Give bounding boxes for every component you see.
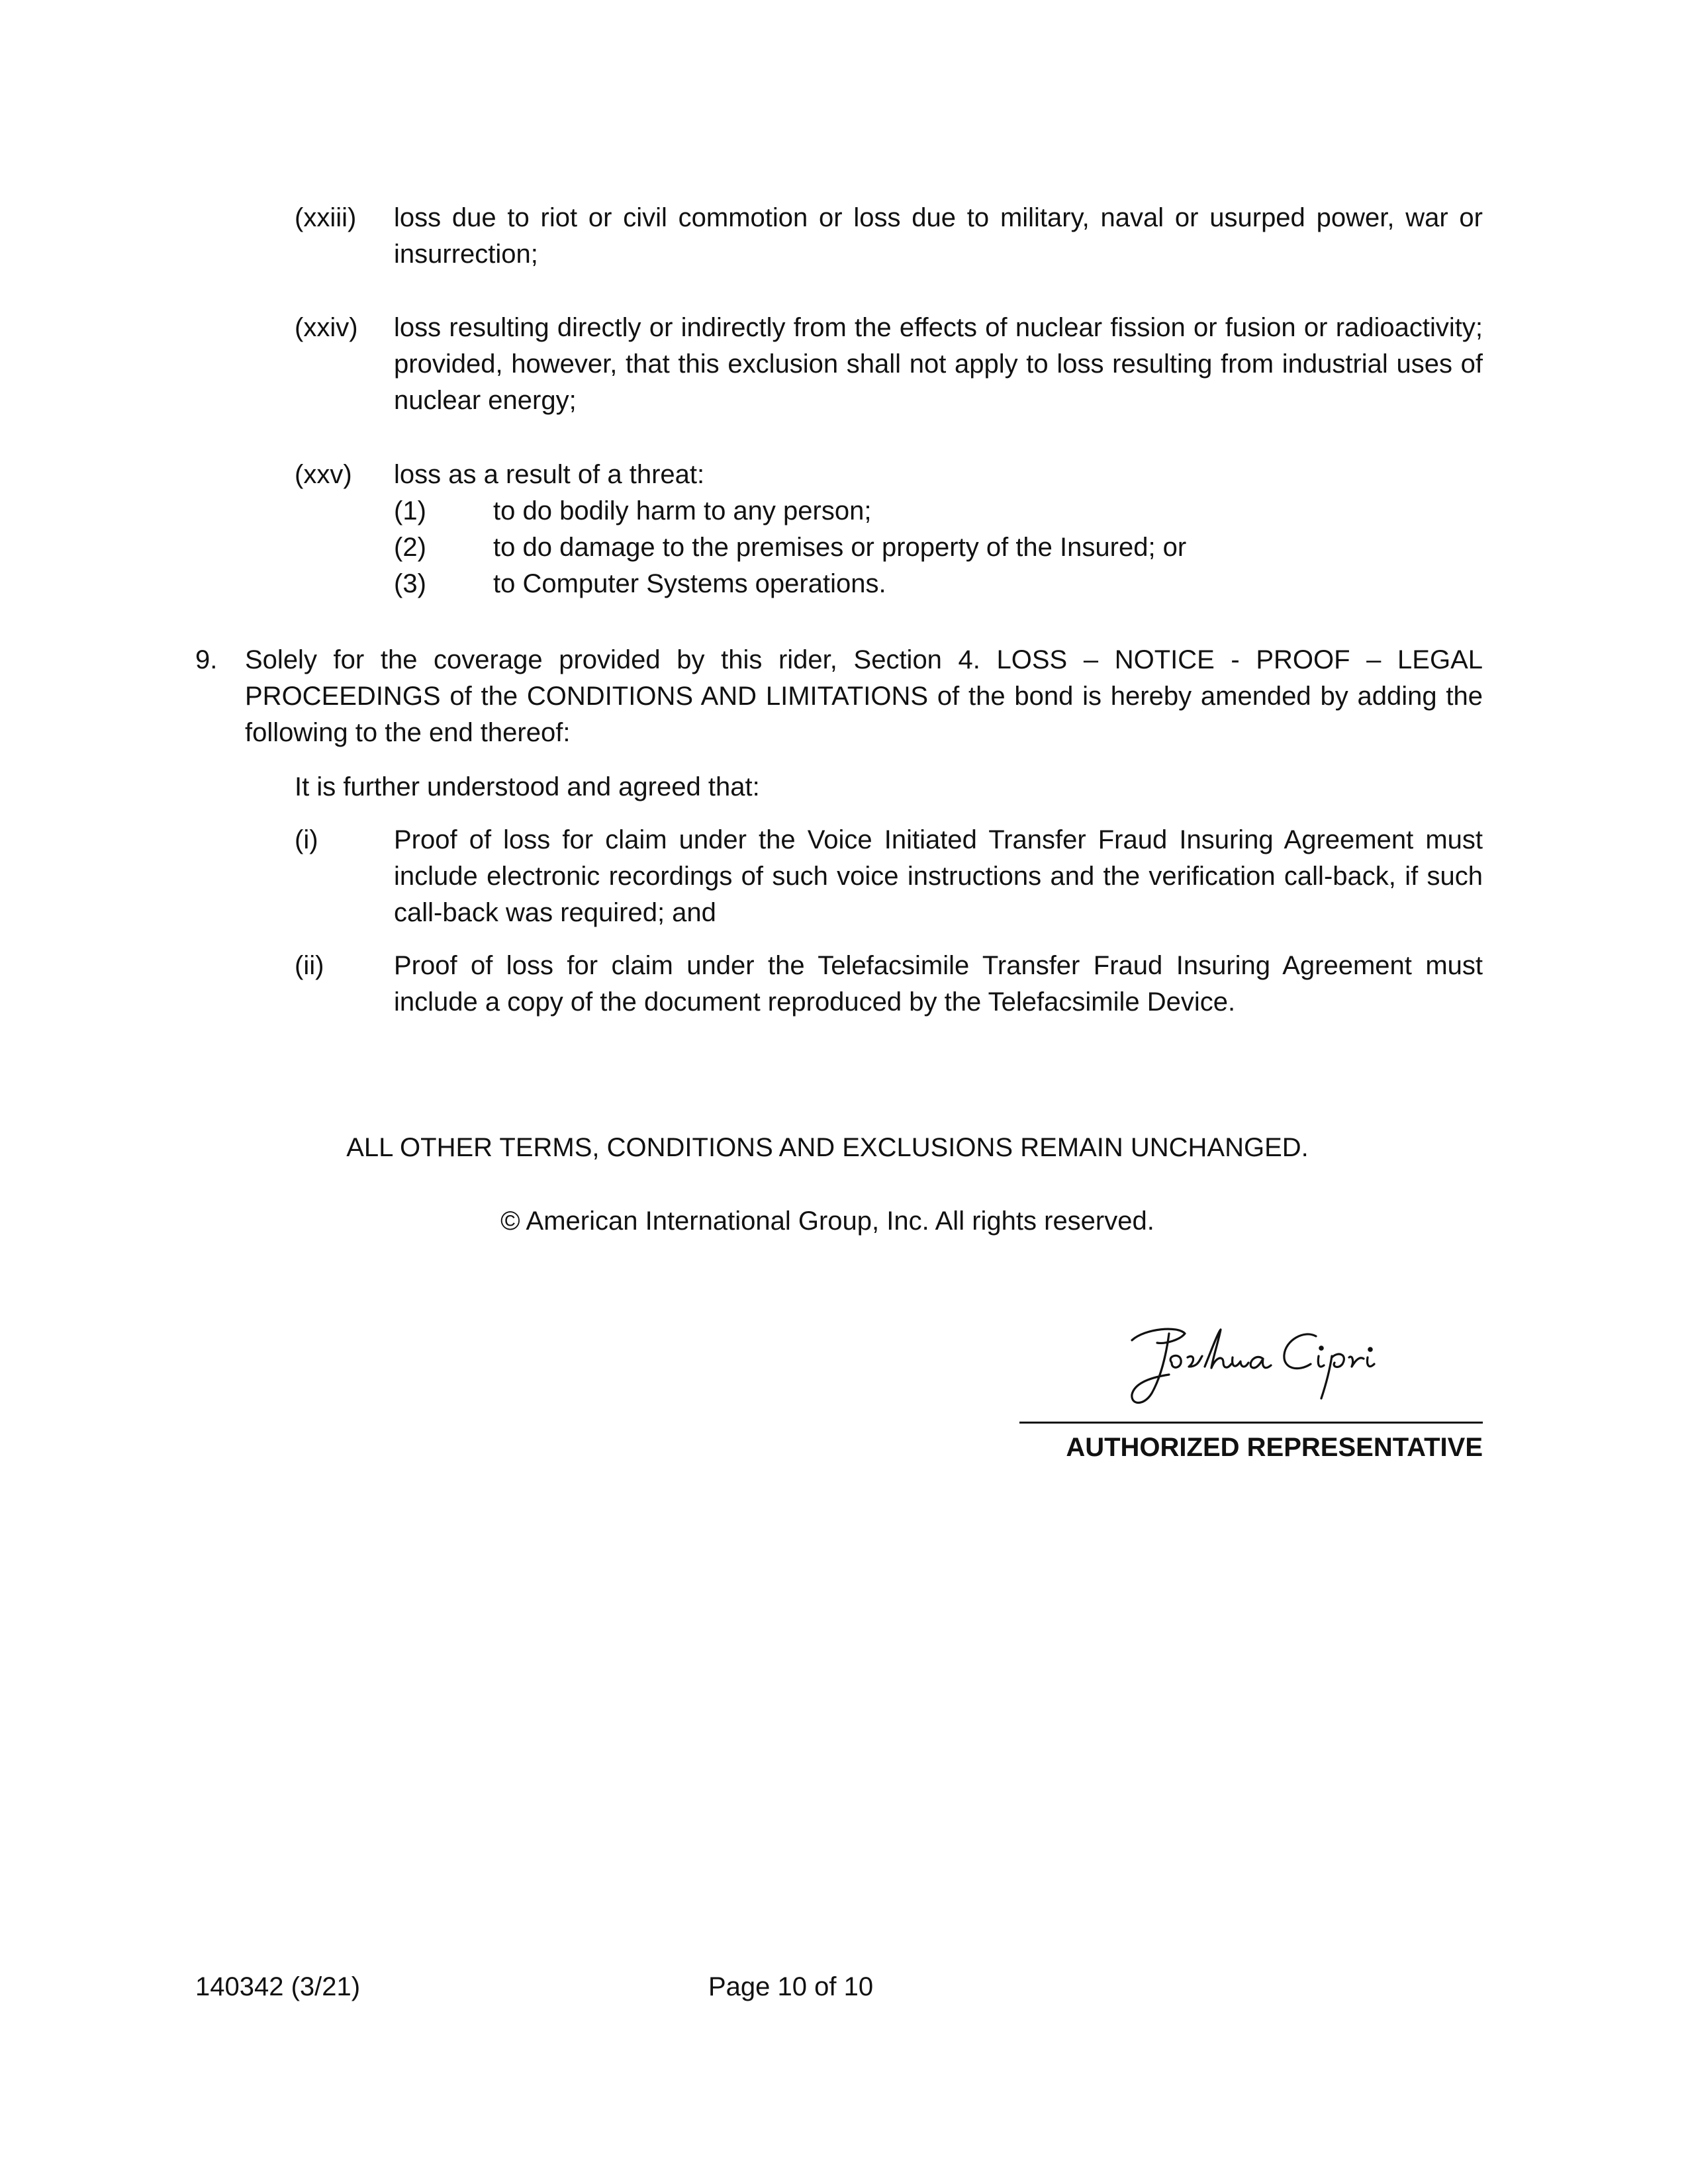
subitem-text: to Computer Systems operations. (493, 569, 886, 598)
subitem-number: (i) (295, 825, 318, 854)
subitem-number: (ii) (295, 951, 324, 980)
copyright-notice: © American International Group, Inc. All rights reserved. (500, 1206, 1154, 1236)
item-number: (xxv) (295, 460, 352, 489)
form-number: 140342 (3/21) (195, 1972, 361, 2001)
subitem-number: (1) (394, 496, 426, 525)
signature-image (1105, 1314, 1397, 1413)
subitem-text: to do bodily harm to any person; (493, 496, 872, 525)
closing-statement: ALL OTHER TERMS, CONDITIONS AND EXCLUSIONS REMAIN UNCHANGED. (346, 1133, 1309, 1162)
subitem-number: (2) (394, 533, 426, 562)
paragraph-text: Solely for the coverage provided by this rider, Section 4. LOSS – NOTICE - PROOF – LEGAL PROCEEDINGS of the CONDITIONS AND LIMITATIONS of the bond is hereby amended by adding the following to the end thereof: (245, 645, 1483, 747)
item-text: loss as a result of a threat: (394, 460, 705, 489)
paragraph-number: 9. (195, 645, 218, 674)
subitem-number: (3) (394, 569, 426, 598)
authorized-representative-label: AUTHORIZED REPRESENTATIVE (1066, 1433, 1483, 1462)
item-number: (xxiv) (295, 313, 358, 342)
item-text: loss resulting directly or indirectly from the effects of nuclear fission or fusion or radioactivity; provided, however, that this exclusion shall not apply to loss resulting from industrial uses of nuclear energy; (394, 313, 1483, 415)
subitem-text: Proof of loss for claim under the Telefacsimile Transfer Fraud Insuring Agreement must include a copy of the document reproduced by the Telefacsimile Device. (394, 951, 1483, 1017)
item-text: loss due to riot or civil commotion or loss due to military, naval or usurped power, war or insurrection; (394, 203, 1483, 269)
page-number: Page 10 of 10 (708, 1972, 874, 2001)
item-number: (xxiii) (295, 203, 357, 232)
subitem-text: Proof of loss for claim under the Voice Initiated Transfer Fraud Insuring Agreement must include electronic recordings of such voice instructions and the verification call-back, if such call-back was required; and (394, 825, 1483, 927)
further-understood-text: It is further understood and agreed that: (295, 772, 760, 801)
subitem-text: to do damage to the premises or property of the Insured; or (493, 533, 1187, 562)
signature-line (1019, 1422, 1483, 1424)
